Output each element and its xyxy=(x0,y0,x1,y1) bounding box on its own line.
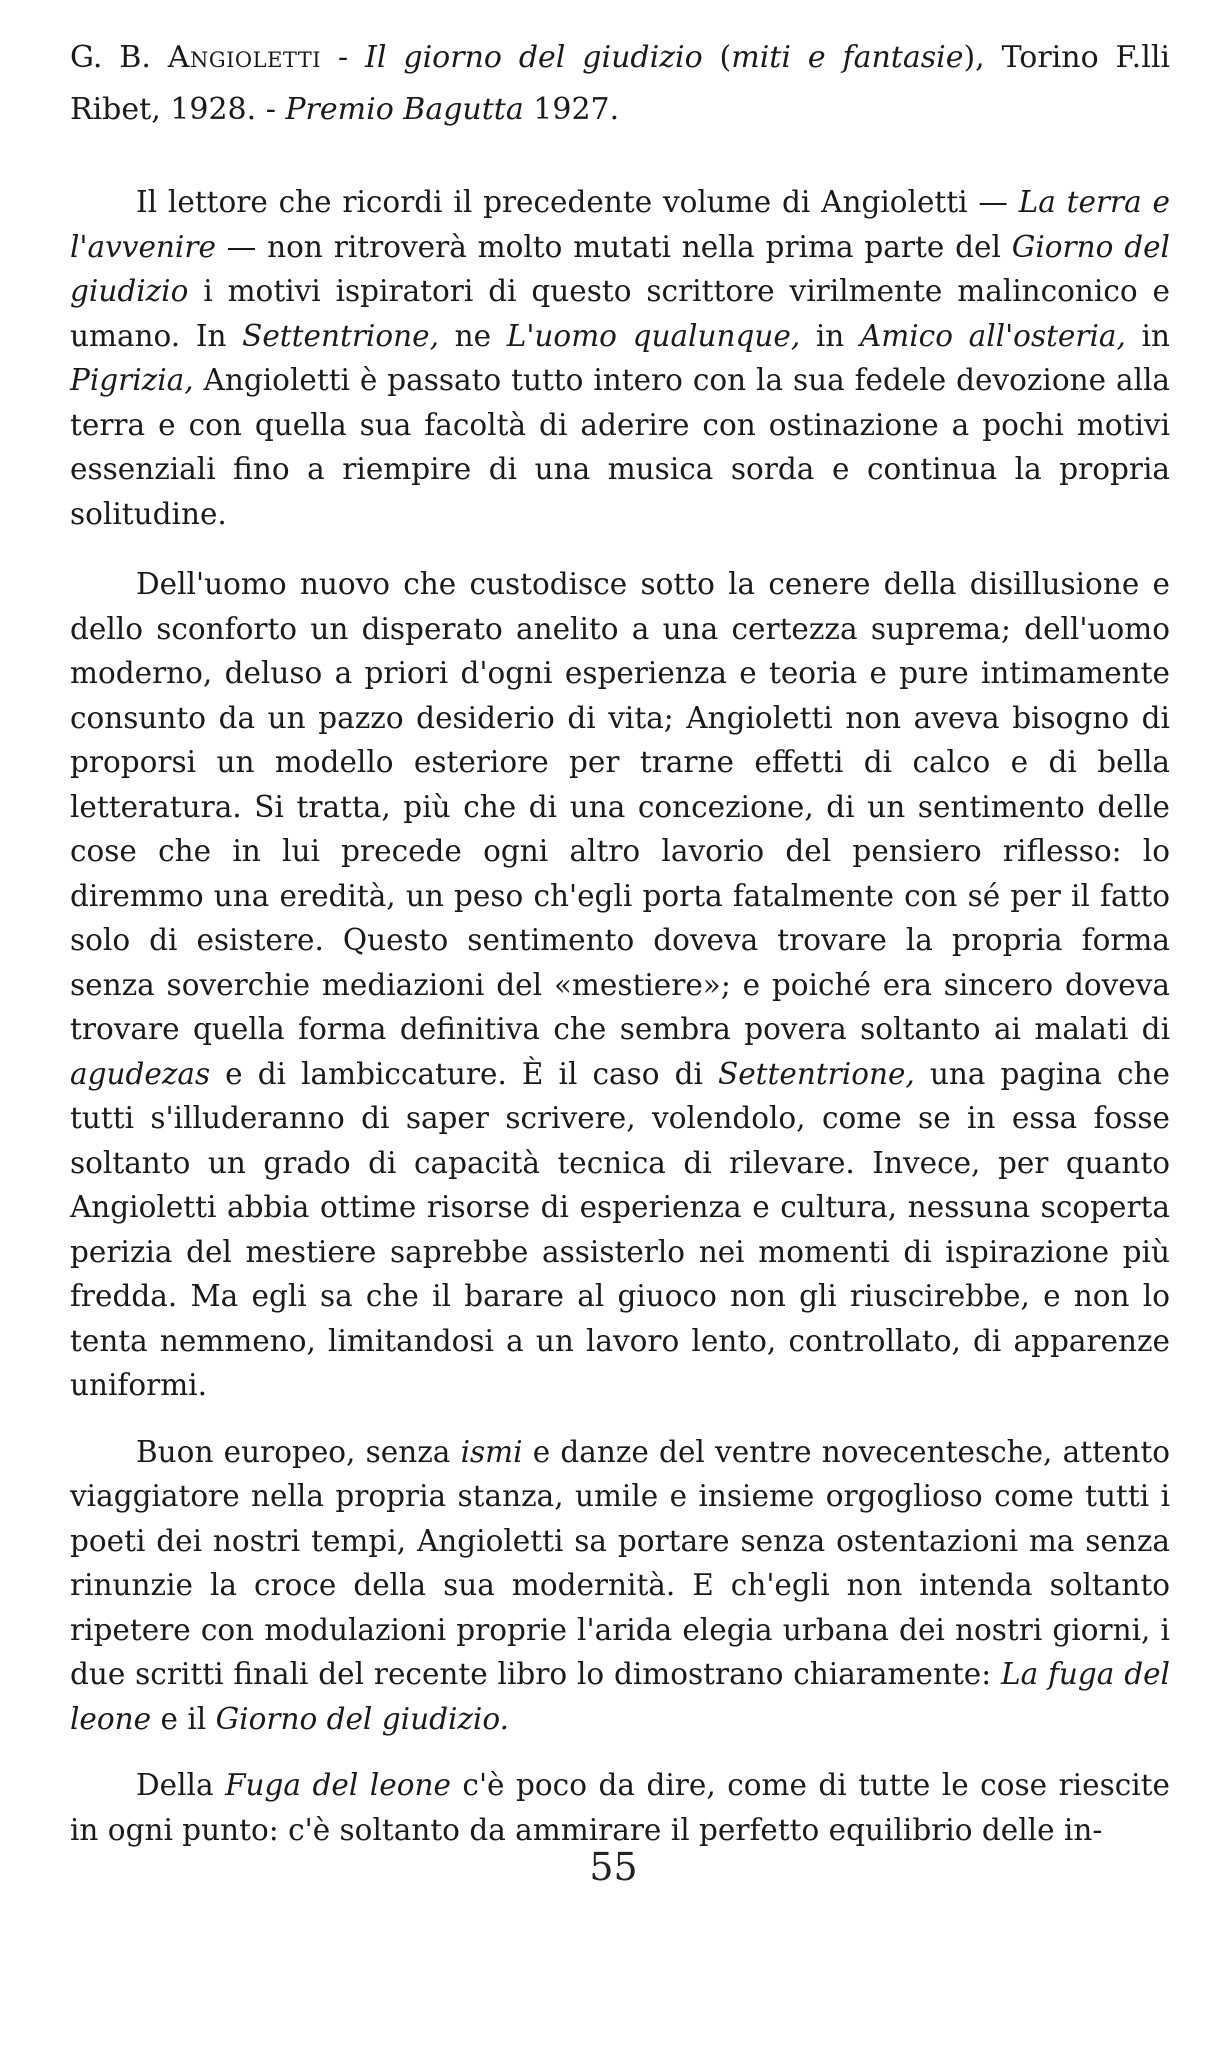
award-year: 1927. xyxy=(523,92,620,127)
book-citation: G. B. Angioletti - Il giorno del giudizio (miti e fantasie), Torino F.lli Ribet, 1928. - Premio Bagutta 1927. xyxy=(70,40,1171,127)
book-title: Il giorno del giudizio xyxy=(365,40,703,75)
paragraph-2: Dell'uomo nuovo che custodisce sotto la cenere della disillusione e dello sconforto un disperato anelito a una certezza suprema; dell'uomo moderno, deluso a priori d'ogni esperienza e teoria e pure intimamente consunto da un pazzo desiderio di vita; Angioletti non aveva bisogno di proporsi un modello esteriore per trarne effetti di calco e di bella letteratura. Si tratta, più che di una concezione, di un sentimento delle cose che in lui precede ogni altro lavorio del pensiero riflesso: lo diremmo una eredità, un peso ch'egli porta fatalmente con sé per il fatto solo di esistere. Questo sentimento doveva trovare la propria forma senza soverchie mediazioni del «mestiere»; e poiché era sincero doveva trovare quella forma definitiva che sembra povera soltanto ai malati di agudezas e di lambiccature. È il caso di Settentrione, una pagina che tutti s'illuderanno di saper scrivere, volendolo, come se in essa fosse soltanto un grado di capacità tecnica di rilevare. Invece, per quanto Angioletti abbia ottime risorse di esperienza e cultura, nessuna scoperta perizia del mestiere saprebbe assisterlo nei momenti di ispirazione più fredda. Ma egli sa che il barare al giuoco non gli riuscirebbe, e non lo tenta nemmeno, limitandosi a un lavoro lento, controllato, di apparenze uniformi. xyxy=(70,567,1170,1402)
publisher-info: ), Torino F.lli Ribet, 1928. - xyxy=(70,40,1171,127)
page-number: 55 xyxy=(589,1845,638,1889)
paragraph-3: Buon europeo, senza ismi e danze del ventre novecentesche, attento viaggiatore nella propria stanza, umile e insieme orgoglioso come tutti i poeti dei nostri tempi, Angioletti sa portare senza ostentazioni ma senza rinunzie la croce della sua modernità. E ch'egli non intenda soltanto ripetere con modulazioni proprie l'arida elegia urbana dei nostri giorni, i due scritti finali del recente libro lo dimostrano chiaramente: La fuga del leone e il Giorno del giudizio. xyxy=(70,1434,1170,1736)
author-initials: G. B. xyxy=(70,40,168,75)
page-body xyxy=(70,32,1170,1874)
book-subtitle: miti e fantasie xyxy=(731,40,964,75)
paragraph-4: Della Fuga del leone c'è poco da dire, come di tutte le cose riescite in ogni punto: c'è soltanto da ammirare il perfetto equilibrio delle in- xyxy=(70,1768,1170,1847)
paragraph-1: Il lettore che ricordi il precedente volume di Angioletti — La terra e l'avvenire — non ritroverà molto mutati nella prima parte del Giorno del giudizio i motivi ispiratori di questo scrittore virilmente malinconico e umano. In Settentrione, ne L'uomo qualunque, in Amico all'osteria, in Pigrizia, Angioletti è passato tutto intero con la sua fedele devozione alla terra e con quella sua facoltà di aderire con ostinazione a pochi motivi essenziali fino a riempire di una musica sorda e continua la propria solitudine. xyxy=(70,185,1171,531)
award-name: Premio Bagutta xyxy=(285,92,524,127)
author-surname: Angioletti xyxy=(167,40,322,75)
